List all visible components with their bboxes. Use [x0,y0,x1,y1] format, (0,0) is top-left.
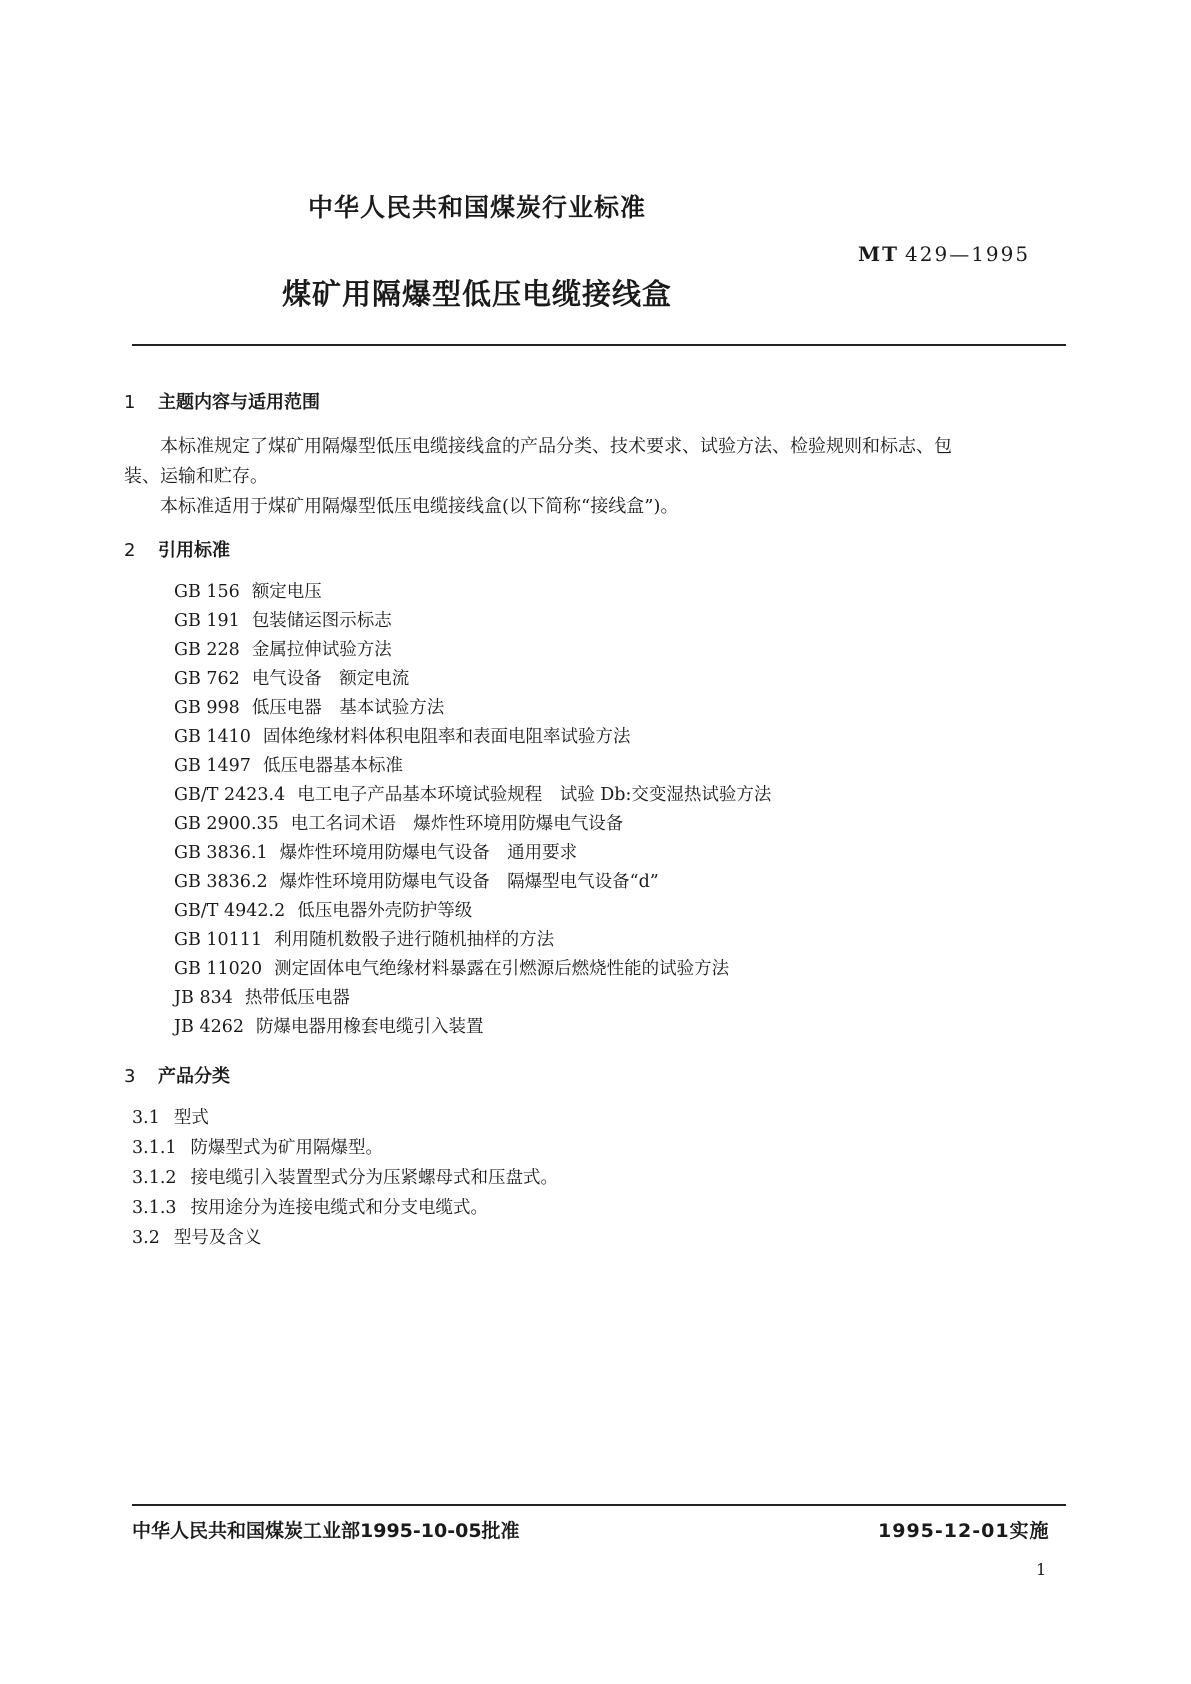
footer-divider [132,1504,1066,1506]
clause-number: 3.1.2 [132,1168,177,1188]
section-3-heading [124,1062,230,1088]
reference-title: 防爆电器用橡套电缆引入装置 [255,1017,484,1037]
clause-item [132,1194,488,1219]
reference-item [174,636,392,661]
clause-text: 接电缆引入装置型式分为压紧螺母式和压盘式。 [190,1168,559,1188]
reference-item [174,781,771,806]
reference-title: 低压电器 基本试验方法 [251,698,445,718]
reference-code: GB/T 4942.2 [174,901,286,921]
reference-code: GB 11020 [174,959,263,979]
reference-code: GB 228 [174,640,240,660]
clause-number: 3.2 [132,1228,160,1248]
reference-title: 热带低压电器 [244,988,350,1008]
reference-item [174,752,403,777]
reference-item [174,868,659,893]
section-1-para1-line2: 装、运输和贮存。 [124,466,268,487]
reference-title: 测定固体电气绝缘材料暴露在引燃源后燃烧性能的试验方法 [274,959,730,979]
reference-code: GB 3836.2 [174,872,268,892]
reference-item [174,694,444,719]
section-3-number: 3 [124,1066,136,1087]
section-2-heading [124,536,230,562]
reference-title: 爆炸性环境用防爆电气设备 通用要求 [279,843,578,863]
reference-item [174,839,577,864]
reference-item [174,984,350,1009]
reference-item [174,897,472,922]
reference-code: GB 1497 [174,756,251,776]
reference-item [174,1013,483,1038]
clause-text: 型式 [173,1108,209,1128]
reference-code: GB 156 [174,582,240,602]
section-1-para2: 本标准适用于煤矿用隔爆型低压电缆接线盒(以下简称“接线盒”)。 [160,496,679,517]
reference-title: 低压电器基本标准 [262,756,403,776]
section-2-number: 2 [124,540,136,561]
clause-number: 3.1.1 [132,1138,177,1158]
implementation-date: 1995-12-01实施 [878,1520,1050,1542]
clause-number: 3.1.3 [132,1198,177,1218]
issuing-organization: 中华人民共和国煤炭行业标准 [308,193,647,222]
clause-item [132,1164,558,1189]
reference-code: GB 2900.35 [174,814,279,834]
reference-item [174,926,554,951]
reference-item [174,810,623,835]
clause-text: 按用途分为连接电缆式和分支电缆式。 [190,1198,489,1218]
standard-prefix: MT [858,242,900,266]
reference-code: GB 998 [174,698,240,718]
page-number: 1 [1036,1560,1047,1579]
clause-text: 型号及含义 [173,1228,262,1248]
reference-code: GB 191 [174,611,240,631]
reference-code: GB 1410 [174,727,251,747]
reference-title: 爆炸性环境用防爆电气设备 隔爆型电气设备“d” [279,872,659,892]
approval-statement: 中华人民共和国煤炭工业部1995-10-05批准 [132,1520,520,1542]
reference-title: 低压电器外壳防护等级 [297,901,473,921]
clause-item [132,1134,383,1159]
reference-code: GB 762 [174,669,240,689]
reference-title: 包装储运图示标志 [251,611,392,631]
reference-item [174,578,322,603]
reference-title: 金属拉伸试验方法 [251,640,392,660]
reference-code: JB 834 [174,988,233,1008]
reference-code: GB 3836.1 [174,843,268,863]
reference-title: 电工名词术语 爆炸性环境用防爆电气设备 [290,814,624,834]
header-divider [132,344,1066,346]
standard-code [858,242,1030,266]
reference-title: 利用随机数骰子进行随机抽样的方法 [274,930,555,950]
reference-item [174,665,409,690]
section-3-title: 产品分类 [158,1066,230,1087]
reference-item [174,607,392,632]
section-1-para1-line1: 本标准规定了煤矿用隔爆型低压电缆接线盒的产品分类、技术要求、试验方法、检验规则和标志、包 [160,436,952,457]
reference-code: GB 10111 [174,930,263,950]
standard-number: 429—1995 [905,242,1031,266]
section-1-number: 1 [124,392,136,413]
reference-item [174,723,630,748]
section-1-heading [124,388,320,414]
clause-item [132,1224,261,1249]
reference-title: 电气设备 额定电流 [251,669,410,689]
section-2-title: 引用标准 [158,540,230,561]
document-title: 煤矿用隔爆型低压电缆接线盒 [282,277,673,311]
reference-title: 额定电压 [251,582,322,602]
reference-title: 电工电子产品基本环境试验规程 试验 Db:交变湿热试验方法 [297,785,772,805]
clause-item [132,1104,209,1129]
section-1-title: 主题内容与适用范围 [158,392,320,413]
reference-code: JB 4262 [174,1017,244,1037]
reference-item [174,955,729,980]
reference-code: GB/T 2423.4 [174,785,286,805]
reference-title: 固体绝缘材料体积电阻率和表面电阻率试验方法 [262,727,631,747]
clause-number: 3.1 [132,1108,160,1128]
clause-text: 防爆型式为矿用隔爆型。 [190,1138,384,1158]
